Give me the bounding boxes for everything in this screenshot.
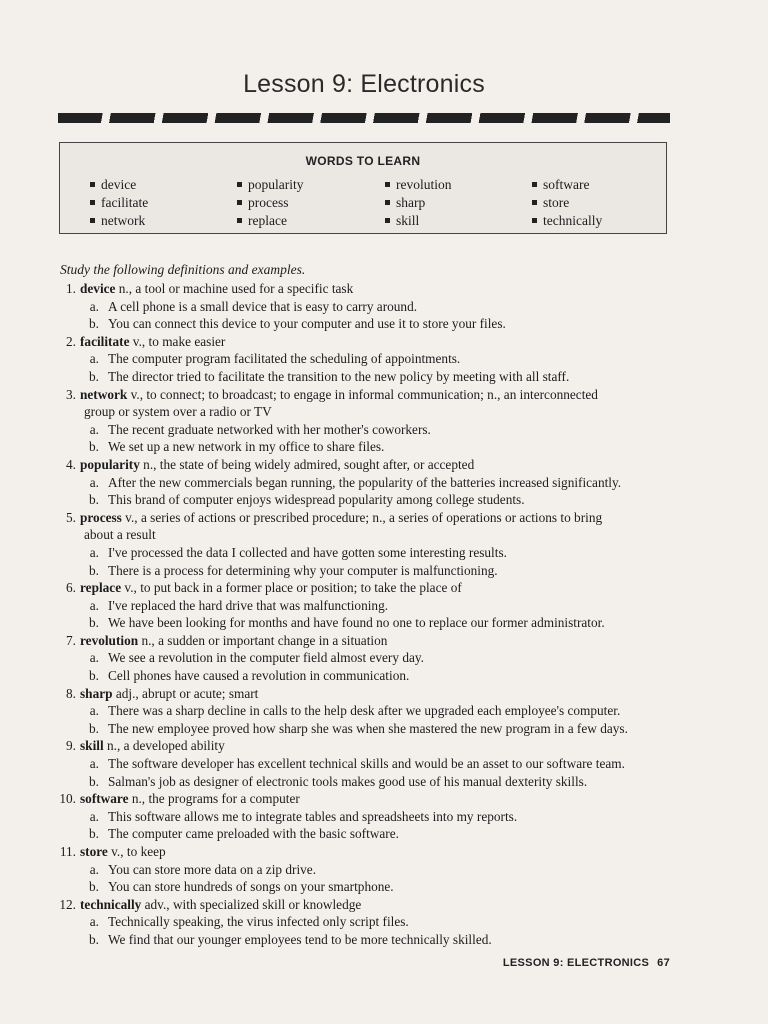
example-line [0,878,768,896]
example-text: You can store more data on a zip drive. [108,861,317,877]
entry-number: 2. [66,333,76,349]
entry-definition: v., to make easier [129,333,226,349]
example-line [0,298,768,316]
example-text: The software developer has excellent technical skills and would be an asset to our software team. [108,756,625,772]
example-line [0,474,768,492]
definition-entry [0,509,768,579]
example-line [0,861,768,879]
bullet-icon [237,200,242,205]
example-label: b. [89,615,99,631]
entry-definition: n., a sudden or important change in a situation [138,632,388,648]
word-item: facilitate [90,194,148,212]
example-text: After the new commercials began running, the popularity of the batteries increased significantly. [108,474,622,490]
example-label: b. [89,316,99,332]
word-column-4 [532,176,602,230]
example-text: We set up a new network in my office to share files. [108,439,385,455]
example-line [0,667,768,685]
example-label: b. [89,368,99,384]
word-column-2 [237,176,304,230]
example-text: You can connect this device to your computer and use it to store your files. [108,316,506,332]
definition-entry [0,280,768,333]
example-text: A cell phone is a small device that is easy to carry around. [108,298,418,314]
example-label: a. [89,351,99,367]
example-label: a. [89,861,99,877]
bullet-icon [385,218,390,223]
definition-entry [0,737,768,790]
entry-definition: group or system over a radio or TV [84,404,272,420]
example-line [0,544,768,562]
definition-entry [0,632,768,685]
entry-definition: n., a developed ability [103,738,225,754]
entry-definition: adv., with specialized skill or knowledge [141,896,362,912]
example-line [0,438,768,456]
entry-definition: adj., abrupt or acute; smart [112,685,259,701]
definition-entry [0,843,768,896]
word-item: popularity [237,176,304,194]
entry-headline [0,579,768,597]
entry-headline [0,280,768,298]
definition-entry [0,579,768,632]
entry-number: 8. [66,685,76,701]
definition-entry [0,790,768,843]
example-line [0,562,768,580]
entry-number: 1. [66,281,76,296]
example-line [0,825,768,843]
example-line [0,597,768,615]
example-label: b. [89,720,99,736]
example-text: This brand of computer enjoys widespread popularity among college students. [108,492,525,508]
word-item: skill [385,212,452,230]
example-line [0,720,768,738]
definition-entry [0,386,768,456]
words-to-learn-box [59,142,667,234]
entry-definition-continued [0,526,768,544]
entry-number: 4. [66,456,76,472]
example-label: a. [89,703,99,719]
entry-headline [0,896,768,914]
example-text: The recent graduate networked with her mother's coworkers. [108,421,431,437]
example-line [0,913,768,931]
bullet-icon [532,200,537,205]
entry-headline [0,843,768,861]
entry-headline [0,509,768,527]
entry-number: 12. [59,896,76,912]
page-footer [0,957,670,969]
words-to-learn-heading: WORDS TO LEARN [305,154,421,168]
entry-term: revolution [80,632,139,648]
example-text: The director tried to facilitate the transition to the new policy by meeting with all staff. [108,368,570,384]
bullet-icon [385,200,390,205]
definition-entry [0,685,768,738]
example-line [0,368,768,386]
word-item: device [90,176,148,194]
page-number: 67 [657,957,670,969]
example-label: a. [89,808,99,824]
example-line [0,773,768,791]
bullet-icon [90,182,95,187]
entry-definition: v., to connect; to broadcast; to engage in informal communication; n., an interconnected [127,386,598,402]
example-line [0,702,768,720]
footer-label: LESSON 9: ELECTRONICS [502,957,650,969]
example-label: b. [89,439,99,455]
bullet-icon [532,182,537,187]
entry-headline [0,386,768,404]
word-item: network [90,212,148,230]
example-text: You can store hundreds of songs on your smartphone. [108,879,394,895]
entry-number: 11. [59,844,76,859]
example-text: I've replaced the hard drive that was malfunctioning. [108,597,389,613]
entry-term: sharp [80,685,113,701]
entry-term: facilitate [80,333,130,349]
entry-term: skill [80,738,104,754]
decorative-stripe [58,113,670,123]
example-text: This software allows me to integrate tables and spreadsheets into my reports. [108,808,518,824]
instructions: Study the following definitions and examples. [60,262,306,277]
definition-entry [0,333,768,386]
page-title: Lesson 9: Electronics [243,70,485,98]
example-label: a. [89,597,99,613]
example-label: a. [89,421,99,437]
example-text: There is a process for determining why your computer is malfunctioning. [108,562,498,578]
example-line [0,421,768,439]
word-item: technically [532,212,602,230]
example-line [0,649,768,667]
bullet-icon [237,182,242,187]
bullet-icon [385,182,390,187]
example-text: Technically speaking, the virus infected only script files. [108,914,409,930]
entry-term: replace [80,580,122,596]
example-label: b. [89,773,99,789]
example-line [0,491,768,509]
definition-entry [0,896,768,949]
definition-entry [0,456,768,509]
example-line [0,350,768,368]
entry-headline [0,333,768,351]
word-item: revolution [385,176,452,194]
example-text: We see a revolution in the computer field almost every day. [108,650,424,666]
bullet-icon [90,200,95,205]
example-text: The computer program facilitated the scheduling of appointments. [108,351,461,367]
example-line [0,808,768,826]
entry-term: device [80,281,116,296]
entry-headline [0,685,768,703]
example-label: b. [89,668,99,684]
entry-number: 3. [66,386,76,402]
entry-definition: v., to keep [107,844,166,859]
entry-definition: n., a tool or machine used for a specific task [115,281,354,296]
word-column-1 [90,176,148,230]
example-text: We find that our younger employees tend to be more technically skilled. [108,931,492,947]
example-label: a. [89,544,99,560]
example-label: b. [89,931,99,947]
example-text: The new employee proved how sharp she was when she mastered the new program in a few days. [108,720,628,736]
bullet-icon [532,218,537,223]
example-label: b. [89,879,99,895]
example-label: a. [89,298,99,314]
example-text: Salman's job as designer of electronic tools makes good use of his manual dexterity skills. [108,773,588,789]
word-item: sharp [385,194,452,212]
entry-term: popularity [80,456,140,472]
word-item: replace [237,212,304,230]
example-label: a. [89,474,99,490]
word-item: store [532,194,602,212]
entry-term: software [80,791,129,807]
example-label: a. [89,756,99,772]
entry-headline [0,456,768,474]
entry-definition: v., a series of actions or prescribed procedure; n., a series of operations or actions to bring [121,509,603,525]
example-line [0,755,768,773]
word-item: software [532,176,602,194]
entry-definition: v., to put back in a former place or position; to take the place of [121,580,462,596]
entry-headline [0,737,768,755]
entry-number: 9. [66,738,76,754]
entry-term: network [80,386,128,402]
word-column-3 [385,176,452,230]
entry-number: 7. [66,632,76,648]
word-item: process [237,194,304,212]
entry-definition: n., the programs for a computer [128,791,300,807]
example-line [0,315,768,333]
example-line [0,614,768,632]
bullet-icon [90,218,95,223]
example-text: There was a sharp decline in calls to the help desk after we upgraded each employee's computer. [108,703,621,719]
example-label: b. [89,826,99,842]
example-label: a. [89,914,99,930]
entry-number: 10. [59,791,76,807]
definitions-list [0,280,768,949]
entry-number: 6. [66,580,76,596]
example-text: We have been looking for months and have found no one to replace our former administrator. [108,615,605,631]
entry-headline [0,632,768,650]
entry-term: store [80,844,108,859]
example-label: b. [89,492,99,508]
example-text: Cell phones have caused a revolution in communication. [108,668,410,684]
example-label: a. [89,650,99,666]
bullet-icon [237,218,242,223]
example-label: b. [89,562,99,578]
entry-headline [0,790,768,808]
entry-term: process [80,509,122,525]
entry-definition: n., the state of being widely admired, sought after, or accepted [139,456,475,472]
example-text: I've processed the data I collected and have gotten some interesting results. [108,544,507,560]
entry-term: technically [80,896,142,912]
example-text: The computer came preloaded with the basic software. [108,826,399,842]
entry-definition-continued [0,403,768,421]
entry-number: 5. [66,509,76,525]
example-line [0,931,768,949]
entry-definition: about a result [84,527,156,543]
